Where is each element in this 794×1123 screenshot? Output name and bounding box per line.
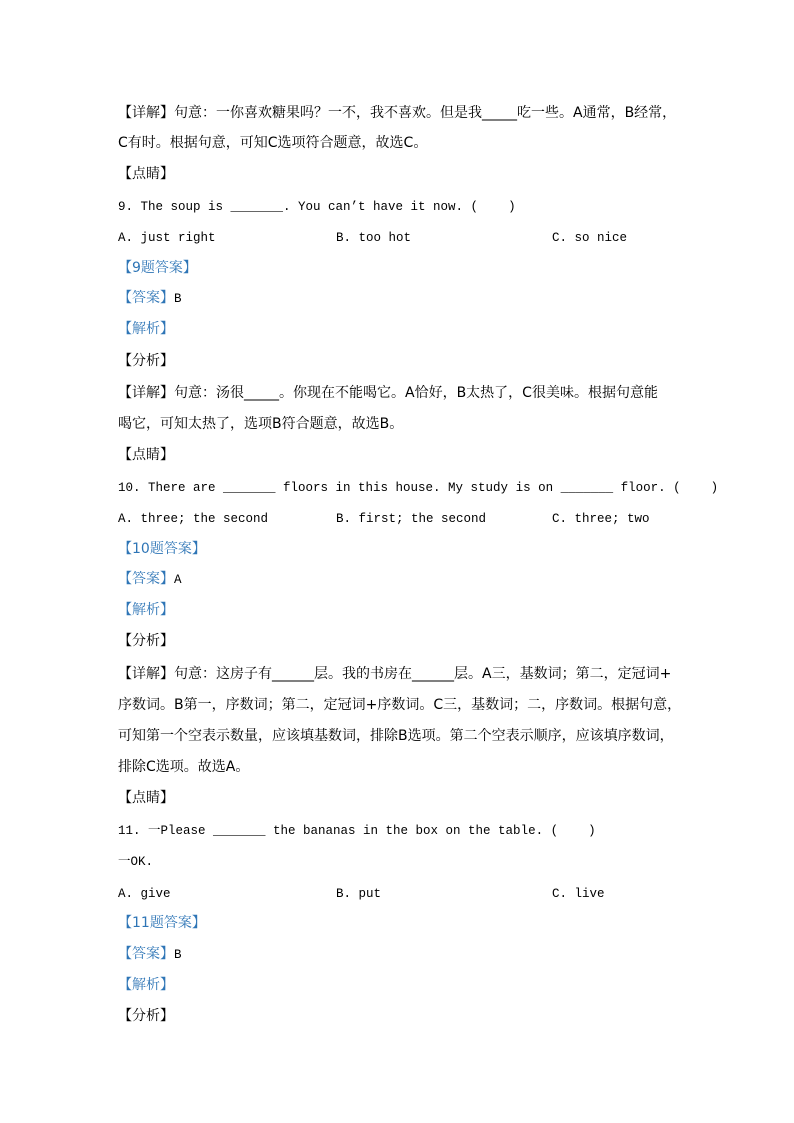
explanation-text: 排除C选项。故选A。 xyxy=(118,759,250,775)
section-heading: 【11题答案】 xyxy=(118,915,206,931)
option-c: C. live xyxy=(552,887,605,901)
answer-line xyxy=(118,945,182,964)
explanation-text: 可知第一个空表示数量，应该填基数词，排除B选项。第二个空表示顺序，应该填序数词， xyxy=(118,728,674,744)
answer-line xyxy=(118,570,182,589)
section-heading: 【10题答案】 xyxy=(118,541,206,557)
answer-label: 【答案】 xyxy=(118,290,174,306)
explanation-text: 【点睛】 xyxy=(118,166,174,182)
option-b: B. first; the second xyxy=(336,512,487,526)
section-heading: 【解析】 xyxy=(118,321,174,337)
answer-line xyxy=(118,289,182,308)
explanation-text: 【分析】 xyxy=(118,353,174,369)
explanation-text: 【点睛】 xyxy=(118,790,174,806)
option-b: B. too hot xyxy=(336,231,412,245)
explanation-text: 【详解】句意：汤很_____。你现在不能喝它。A恰好，B太热了，C很美味。根据句意能 xyxy=(118,385,658,401)
explanation-text: 喝它，可知太热了，选项B符合题意，故选B。 xyxy=(118,416,404,432)
section-heading: 【解析】 xyxy=(118,977,174,993)
section-heading: 【9题答案】 xyxy=(118,260,197,276)
question-text: 一OK. xyxy=(118,855,154,869)
question-text: 10. There are _______ floors in this house. My study is on _______ floor. ( ) xyxy=(118,481,719,495)
explanation-text: 【分析】 xyxy=(118,1008,174,1024)
explanation-text: 【详解】句意：一你喜欢糖果吗？一不，我不喜欢。但是我_____吃一些。A通常，B经常， xyxy=(118,105,677,121)
answer-label: 【答案】 xyxy=(118,946,174,962)
explanation-text: 【点睛】 xyxy=(118,447,174,463)
answer-value: B xyxy=(174,948,182,962)
answer-value: A xyxy=(174,573,182,587)
option-a: A. just right xyxy=(118,231,216,245)
explanation-text: 【详解】句意：这房子有______层。我的书房在______层。A三，基数词；第二，定冠词+ xyxy=(118,666,672,682)
explanation-text: 序数词。B第一，序数词；第二，定冠词+序数词。C三，基数词；二，序数词。根据句意， xyxy=(118,697,682,713)
option-a: A. give xyxy=(118,887,171,901)
explanation-text: 【分析】 xyxy=(118,633,174,649)
option-b: B. put xyxy=(336,887,382,901)
answer-label: 【答案】 xyxy=(118,571,174,587)
question-text: 11. 一Please _______ the bananas in the box on the table. ( ) xyxy=(118,824,596,838)
option-c: C. three; two xyxy=(552,512,650,526)
question-text: 9. The soup is _______. You can’t have it now. ( ) xyxy=(118,200,516,214)
option-a: A. three; the second xyxy=(118,512,269,526)
section-heading: 【解析】 xyxy=(118,602,174,618)
option-c: C. so nice xyxy=(552,231,628,245)
answer-value: B xyxy=(174,292,182,306)
explanation-text: C有时。根据句意，可知C选项符合题意，故选C。 xyxy=(118,135,428,151)
